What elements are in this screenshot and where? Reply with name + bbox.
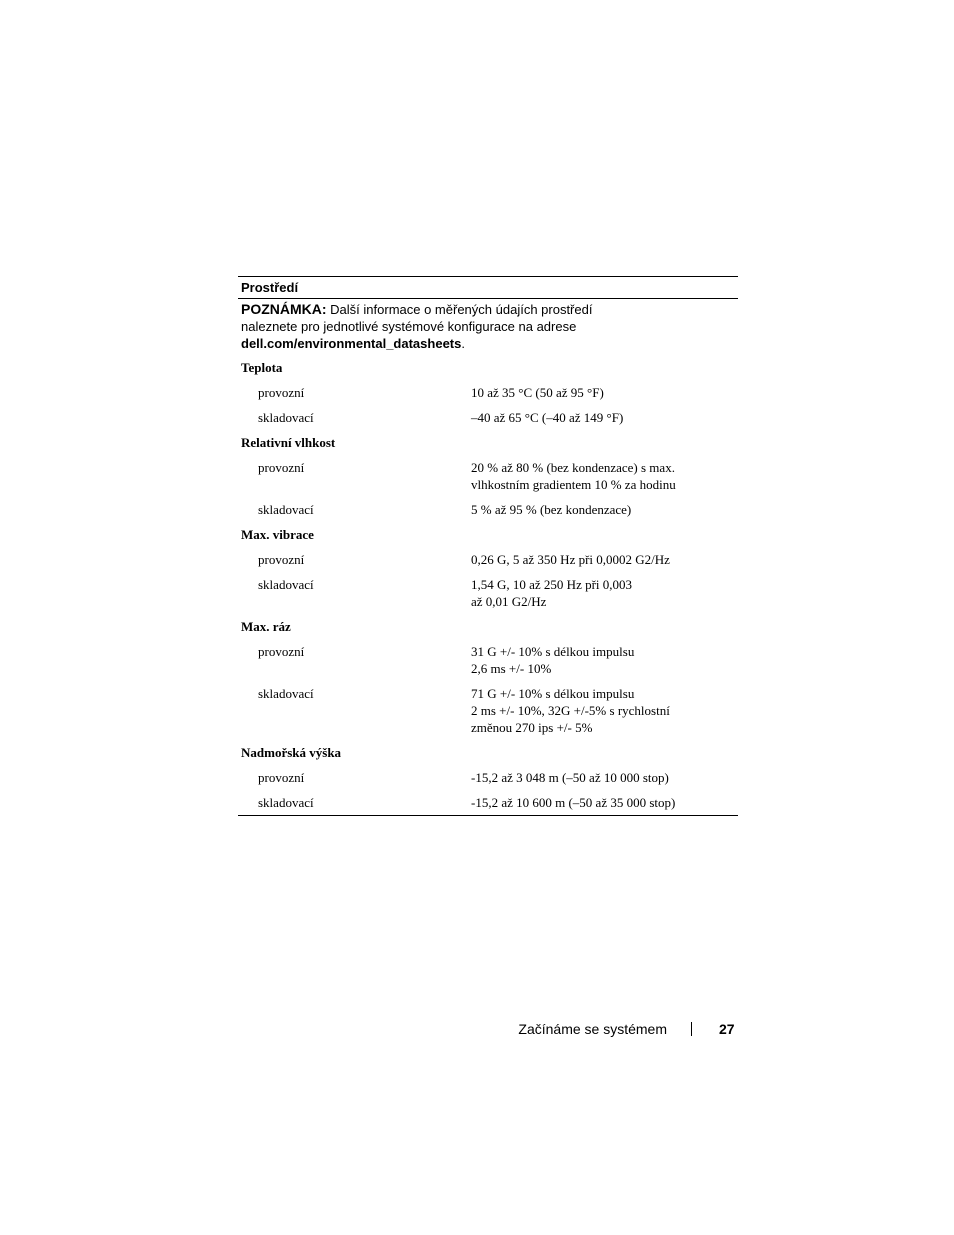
spec-row-value [471, 790, 738, 815]
note-text: Další informace o měřených údajích prostředí [330, 302, 593, 317]
spec-value-line: 10 až 35 °C (50 až 95 °F) [471, 385, 604, 400]
footer-separator [691, 1022, 692, 1036]
spec-row-value [471, 639, 738, 681]
spec-row [238, 405, 738, 430]
page-footer [0, 1018, 954, 1040]
spec-value-line: 1,54 G, 10 až 250 Hz při 0,003 [471, 577, 633, 592]
environment-spec-table [238, 276, 738, 816]
spec-value-line: změnou 270 ips +/- 5% [471, 720, 593, 735]
spec-row-value [471, 405, 738, 430]
spec-sections [238, 355, 738, 815]
spec-row-name: skladovací [258, 410, 314, 425]
datasheet-link[interactable]: dell.com/environmental_datasheets [241, 336, 462, 351]
spec-row [238, 681, 738, 740]
note-line2: naleznete pro jednotlivé systémové konfigurace na adrese [241, 319, 577, 334]
spec-value-line: 0,26 G, 5 až 350 Hz při 0,0002 G2/Hz [471, 552, 670, 567]
note-block [238, 299, 738, 355]
spec-row-value [471, 455, 738, 497]
section-title: Max. vibrace [241, 527, 314, 542]
spec-row-name: skladovací [258, 577, 314, 592]
spec-value-line: 5 % až 95 % (bez kondenzace) [471, 502, 632, 517]
spec-row-name: skladovací [258, 686, 314, 701]
spec-value-line: -15,2 až 10 600 m (–50 až 35 000 stop) [471, 795, 676, 810]
spec-row-value [471, 380, 738, 405]
spec-row-value [471, 497, 738, 522]
section-title: Relativní vlhkost [241, 435, 336, 450]
spec-row-name: provozní [258, 644, 305, 659]
table-bottom-rule [238, 815, 738, 816]
spec-row [238, 455, 738, 497]
spec-value-line: vlhkostním gradientem 10 % za hodinu [471, 477, 676, 492]
spec-row [238, 790, 738, 815]
spec-row [238, 547, 738, 572]
spec-value-line: 2,6 ms +/- 10% [471, 661, 552, 676]
spec-row [238, 497, 738, 522]
spec-row-name: provozní [258, 552, 305, 567]
section-title: Teplota [241, 360, 283, 375]
section-title: Max. ráz [241, 619, 291, 634]
spec-row [238, 639, 738, 681]
footer-title: Začínáme se systémem [518, 1021, 667, 1037]
page-number: 27 [719, 1021, 735, 1037]
note-label: POZNÁMKA: [241, 301, 327, 317]
spec-value-line: 31 G +/- 10% s délkou impulsu [471, 644, 635, 659]
spec-row-name: provozní [258, 385, 305, 400]
spec-value-line: 2 ms +/- 10%, 32G +/-5% s rychlostní [471, 703, 670, 718]
spec-value-line: –40 až 65 °C (–40 až 149 °F) [471, 410, 624, 425]
spec-value-line: 20 % až 80 % (bez kondenzace) s max. [471, 460, 675, 475]
spec-row-name: provozní [258, 770, 305, 785]
spec-row-value [471, 547, 738, 572]
spec-row-value [471, 572, 738, 614]
section-title: Nadmořská výška [241, 745, 342, 760]
spec-row [238, 380, 738, 405]
table-header: Prostředí [241, 280, 299, 295]
spec-row-value [471, 681, 738, 740]
spec-row [238, 572, 738, 614]
note-end: . [461, 336, 465, 351]
spec-row-name: skladovací [258, 795, 314, 810]
spec-value-line: -15,2 až 3 048 m (–50 až 10 000 stop) [471, 770, 669, 785]
spec-value-line: až 0,01 G2/Hz [471, 594, 547, 609]
spec-row [238, 765, 738, 790]
spec-row-name: skladovací [258, 502, 314, 517]
spec-value-line: 71 G +/- 10% s délkou impulsu [471, 686, 635, 701]
spec-row-value [471, 765, 738, 790]
spec-row-name: provozní [258, 460, 305, 475]
